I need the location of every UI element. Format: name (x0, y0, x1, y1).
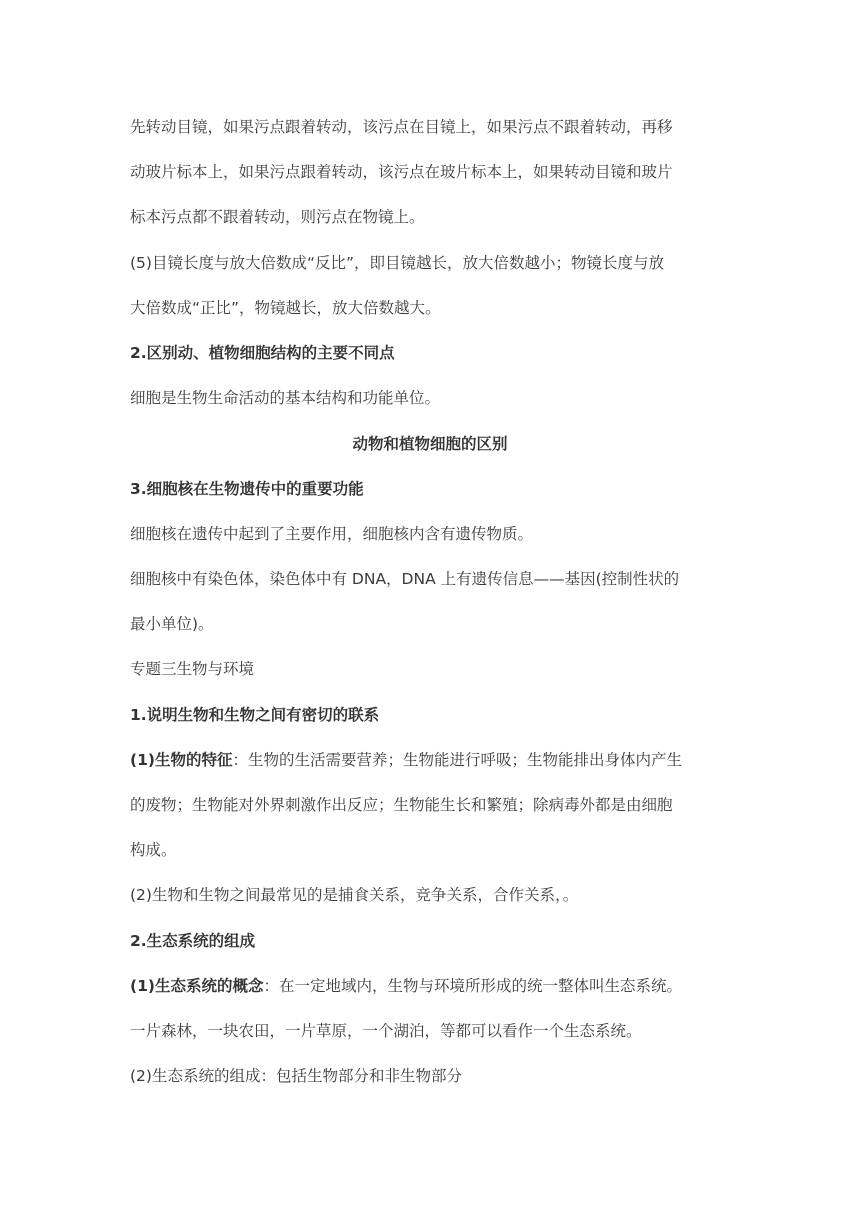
topic-heading: 专题三生物与环境 (130, 660, 255, 678)
paragraph-line: 细胞是生物生命活动的基本结构和功能单位。 (130, 389, 441, 407)
section-heading: 2.生态系统的组成 (130, 932, 256, 950)
table-caption: 动物和植物细胞的区别 (352, 435, 508, 453)
paragraph-line: (2)生态系统的组成：包括生物部分和非生物部分 (130, 1067, 462, 1085)
paragraph-line (130, 975, 730, 997)
paragraph-line: 动玻片标本上，如果污点跟着转动，该污点在玻片标本上，如果转动目镜和玻片 (130, 163, 673, 181)
paragraph-line: 一片森林，一块农田，一片草原，一个湖泊，等都可以看作一个生态系统。 (130, 1022, 642, 1040)
term-label: (1)生物的特征 (130, 751, 233, 769)
paragraph-line: 细胞核中有染色体，染色体中有 DNA，DNA 上有遗传信息——基因(控制性状的 (130, 570, 680, 588)
paragraph-line: 大倍数成“正比”，物镜越长，放大倍数越大。 (130, 299, 441, 317)
paragraph-line (130, 749, 730, 771)
term-label: (1)生态系统的概念 (130, 977, 264, 995)
paragraph-line: 的废物；生物能对外界刺激作出反应；生物能生长和繁殖；除病毒外都是由细胞 (130, 796, 673, 814)
paragraph-line: 先转动目镜，如果污点跟着转动，该污点在目镜上，如果污点不跟着转动，再移 (130, 118, 673, 136)
paragraph-line: (2)生物和生物之间最常见的是捕食关系，竞争关系，合作关系，。 (130, 886, 579, 904)
paragraph-line: 构成。 (130, 841, 177, 859)
paragraph-line: 最小单位)。 (130, 615, 214, 633)
section-heading: 1.说明生物和生物之间有密切的联系 (130, 706, 380, 724)
section-heading: 3.细胞核在生物遗传中的重要功能 (130, 480, 364, 498)
term-definition: ：在一定地域内，生物与环境所形成的统一整体叫生态系统。 (263, 977, 682, 995)
paragraph-line: 细胞核在遗传中起到了主要作用，细胞核内含有遗传物质。 (130, 525, 534, 543)
paragraph-line: 标本污点都不跟着转动，则污点在物镜上。 (130, 208, 425, 226)
term-definition: ：生物的生活需要营养；生物能进行呼吸；生物能排出身体内产生 (232, 751, 682, 769)
section-heading: 2.区别动、植物细胞结构的主要不同点 (130, 344, 395, 362)
paragraph-line: (5)目镜长度与放大倍数成“反比”，即目镜越长，放大倍数越小；物镜长度与放 (130, 254, 665, 272)
